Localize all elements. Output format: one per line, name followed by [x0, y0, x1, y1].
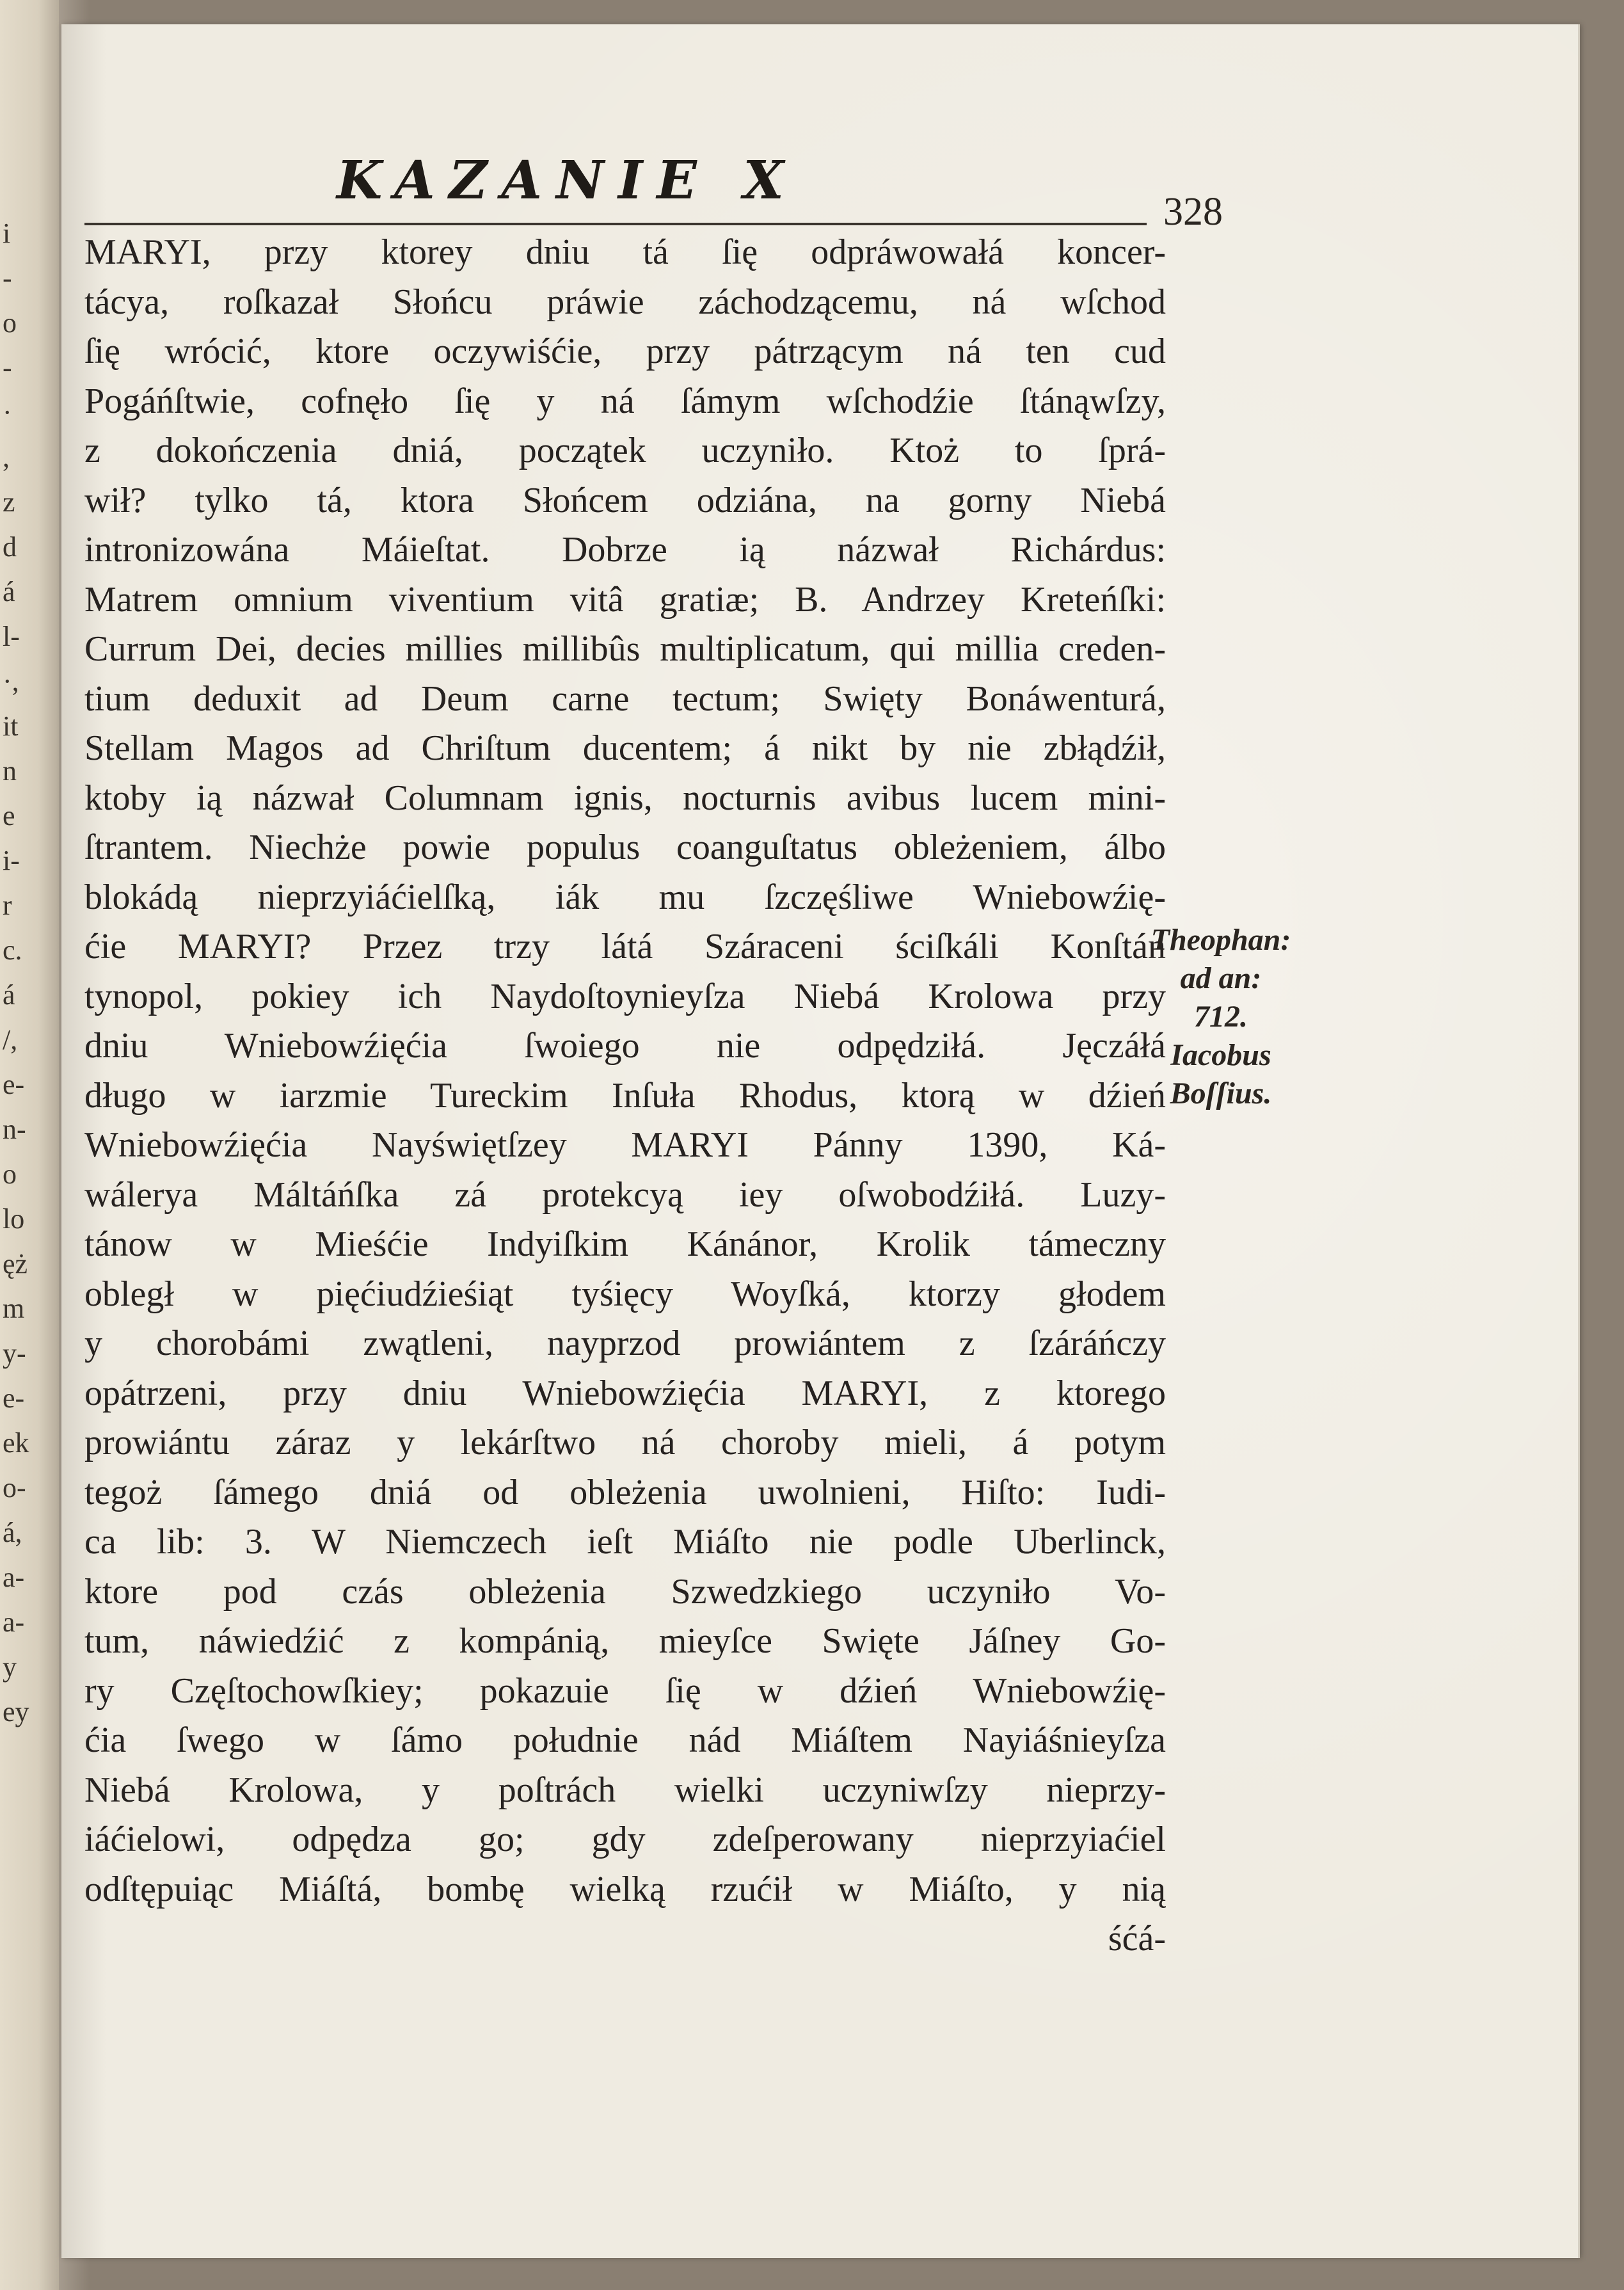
text-line: ca lib: 3. W Niemczech ieſt Miáſto nie podle Uberlinck,: [84, 1522, 1166, 1562]
text-line: Matrem omnium viventium vitâ gratiæ; B. Andrzey Kreteńſki:: [84, 579, 1166, 620]
text-line: Wniebowźięćia Nayświętſzey MARYI Pánny 1390, Ká-: [84, 1125, 1166, 1165]
text-line: Currum Dei, decies millies millibûs multiplicatum, qui millia creden-: [84, 629, 1166, 669]
margin-note-line: 712.: [1194, 1000, 1248, 1034]
body-text: [84, 228, 1166, 1964]
facing-page-fragment: ·: [3, 397, 12, 428]
facing-page-fragment: -: [3, 352, 12, 383]
text-line: ktoby ią názwał Columnam ignis, nocturnis avibus lucem mini-: [84, 778, 1166, 818]
facing-page-fragment: c.: [3, 934, 22, 966]
text-line: tynopol, pokiey ich Naydoſtoynieyſza Niebá Krolowa przy: [84, 976, 1166, 1016]
text-line: ry Częſtochowſkiey; pokazuie ſię w dźień Wniebowźię-: [84, 1670, 1166, 1711]
facing-page-edge: [0, 0, 59, 2290]
facing-page-fragment: ·,: [3, 666, 19, 697]
margin-note-line: ad an:: [1180, 961, 1262, 995]
facing-page-fragment: o: [3, 307, 17, 339]
text-line: Pogáńſtwie, cofnęło ſię y ná ſámym wſchodźie ſtánąwſzy,: [84, 381, 1166, 421]
facing-page-fragment: e-: [3, 1069, 25, 1100]
text-line: ćia ſwego w ſámo południe nád Miáſtem Nayiáśnieyſza: [84, 1720, 1166, 1760]
facing-page-fragment: a-: [3, 1606, 25, 1638]
margin-note-line: Iacobus: [1170, 1038, 1271, 1072]
text-line: prowiántu záraz y lekárſtwo ná choroby mieli, á potym: [84, 1423, 1166, 1462]
text-line: tum, náwiedźić z kompánią, mieyſce Swięte Jáſney Go-: [84, 1621, 1166, 1661]
text-line: śćá-: [1108, 1919, 1166, 1958]
facing-page-fragment: -: [3, 262, 12, 294]
book-page: [61, 24, 1580, 2258]
text-line: ćie MARYI? Przez trzy látá Száraceni ściſkáli Konſtán: [84, 927, 1166, 966]
facing-page-fragment: ęż: [3, 1248, 28, 1279]
facing-page-fragment: i-: [3, 845, 20, 876]
facing-page-fragment: o-: [3, 1472, 26, 1503]
facing-page-fragment: lo: [3, 1203, 25, 1235]
text-line: ktore pod czás obleżenia Szwedzkiego uczyniło Vo-: [84, 1571, 1166, 1612]
facing-page-fragment: m: [3, 1293, 25, 1324]
text-line: tium deduxit ad Deum carne tectum; Swięty Bonáwenturá,: [84, 678, 1166, 719]
text-line: wálerya Máltáńſka zá protekcyą iey oſwobodźiłá. Luzy-: [84, 1174, 1166, 1215]
text-line: odſtępuiąc Miáſtá, bombę wielką rzućił w Miáſto, y nią: [84, 1869, 1166, 1909]
text-line: wił? tylko tá, ktora Słońcem odziána, na gorny Niebá: [84, 480, 1166, 520]
header-rule: [84, 223, 1147, 225]
facing-page-fragment: á: [3, 979, 15, 1011]
margin-note: [1138, 922, 1304, 1114]
text-line: dniu Wniebowźięćia ſwoiego nie odpędziłá. Jęczáłá: [84, 1026, 1166, 1066]
facing-page-fragment: it: [3, 710, 19, 742]
facing-page-fragment: ey: [3, 1696, 29, 1727]
facing-page-fragment: a-: [3, 1562, 25, 1593]
margin-note-line: Boſſius.: [1170, 1077, 1272, 1110]
page-number: 328: [1163, 190, 1223, 234]
facing-page-fragment: n: [3, 755, 17, 787]
running-header: KAZANIE X: [337, 150, 799, 211]
text-line: tánow w Mieśćie Indyiſkim Kánánor, Krolik támeczny: [84, 1224, 1166, 1264]
text-line: z dokończenia dniá, początek uczyniło. Ktoż to ſprá-: [84, 431, 1166, 470]
facing-page-fragment: o: [3, 1158, 17, 1190]
text-line: Stellam Magos ad Chriſtum ducentem; á nikt by nie zbłądźił,: [84, 728, 1166, 768]
facing-page-fragment: z: [3, 486, 15, 518]
facing-page-fragment: y: [3, 1651, 17, 1683]
facing-page-fragment: e: [3, 800, 15, 831]
facing-page-edge-text: [3, 211, 54, 1734]
text-line: obległ w pięćiudźieśiąt tyśięcy Woyſká, ktorzy głodem: [84, 1274, 1166, 1314]
facing-page-fragment: r: [3, 890, 12, 921]
facing-page-fragment: y-: [3, 1338, 26, 1369]
facing-page-fragment: e-: [3, 1382, 25, 1414]
margin-note-line: Theophan:: [1150, 923, 1291, 957]
text-line: ſię wrócić, ktore oczywiśćie, przy pátrzącym ná ten cud: [84, 332, 1166, 371]
facing-page-fragment: ek: [3, 1427, 29, 1459]
facing-page-fragment: d: [3, 531, 17, 563]
text-line: tegoż ſámego dniá od obleżenia uwolnieni, Hiſto: Iudi-: [84, 1472, 1166, 1512]
facing-page-fragment: á: [3, 576, 15, 607]
text-line: opátrzeni, przy dniu Wniebowźięćia MARYI, z ktorego: [84, 1373, 1166, 1413]
text-line: Niebá Krolowa, y poſtrách wielki uczyniwſzy nieprzy-: [84, 1770, 1166, 1810]
text-line: długo w iarzmie Tureckim Inſuła Rhodus, ktorą w dźień: [84, 1075, 1166, 1116]
text-line: blokádą nieprzyiáćielſką, iák mu ſzczęśliwe Wniebowźię-: [84, 877, 1166, 917]
facing-page-fragment: ,: [3, 442, 10, 473]
text-line: MARYI, przy ktorey dniu tá ſię odpráwowałá koncer-: [84, 232, 1166, 272]
text-line: iáćielowi, odpędza go; gdy zdeſperowany nieprzyiaćiel: [84, 1820, 1166, 1859]
facing-page-fragment: á,: [3, 1517, 22, 1548]
facing-page-fragment: /,: [3, 1024, 18, 1055]
text-line: ſtrantem. Niechże powie populus coanguſtatus obleżeniem, álbo: [84, 828, 1166, 867]
facing-page-fragment: l-: [3, 621, 20, 652]
text-line: intronizowána Máieſtat. Dobrze ią názwał Richárdus:: [84, 530, 1166, 570]
text-line: y chorobámi zwątleni, nayprzod prowiántem z ſzáráńczy: [84, 1324, 1166, 1363]
facing-page-fragment: i: [3, 218, 11, 249]
text-line: tácya, roſkazał Słońcu práwie záchodzącemu, ná wſchod: [84, 282, 1166, 322]
facing-page-fragment: n-: [3, 1114, 26, 1145]
